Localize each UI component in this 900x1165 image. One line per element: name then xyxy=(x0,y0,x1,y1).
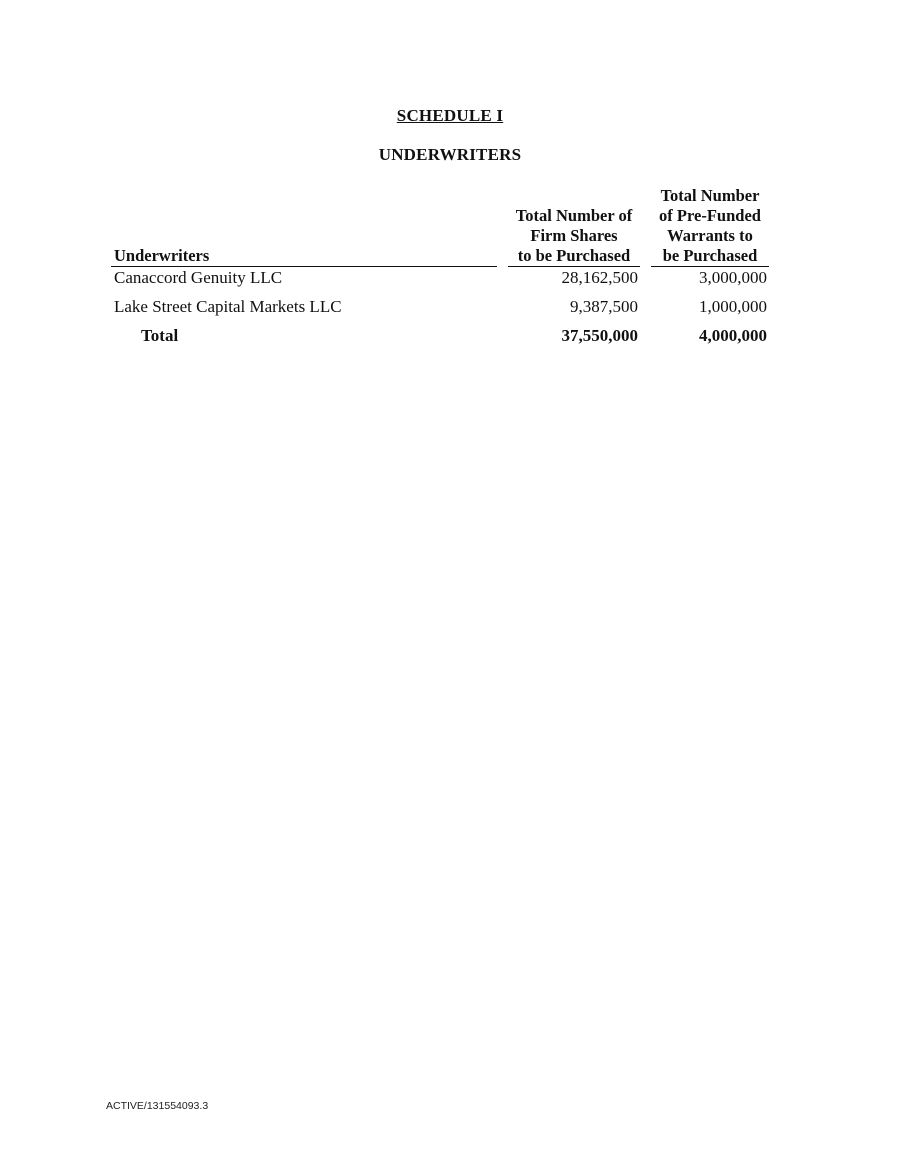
header-pre-funded-warrants xyxy=(651,186,769,266)
header-rule-underwriters xyxy=(111,266,497,267)
total-row xyxy=(0,326,900,350)
warrants-value: 3,000,000 xyxy=(699,268,767,287)
schedule-title: SCHEDULE I xyxy=(396,106,504,125)
header-underwriters: Underwriters xyxy=(114,246,210,265)
table-row xyxy=(0,297,900,321)
header-firm-shares-line-3: to be Purchased xyxy=(517,246,631,265)
firm-shares-value: 9,387,500 xyxy=(570,297,638,316)
header-warrants-line-1: Total Number xyxy=(660,186,760,205)
firm-shares-value: 28,162,500 xyxy=(561,268,638,287)
document-id: ACTIVE/131554093.3 xyxy=(106,1100,209,1112)
schedule-subtitle: UNDERWRITERS xyxy=(378,145,522,164)
header-firm-shares-line-1: Total Number of xyxy=(515,206,633,225)
total-firm-shares: 37,550,000 xyxy=(561,326,638,345)
underwriter-name: Canaccord Genuity LLC xyxy=(114,268,283,287)
table-row xyxy=(0,268,900,292)
warrants-value: 1,000,000 xyxy=(699,297,767,316)
header-rule-firm-shares xyxy=(508,266,640,267)
header-rule-warrants xyxy=(651,266,769,267)
header-firm-shares-line-2: Firm Shares xyxy=(530,226,618,245)
header-firm-shares xyxy=(506,206,642,266)
underwriter-name: Lake Street Capital Markets LLC xyxy=(114,297,342,316)
total-warrants: 4,000,000 xyxy=(699,326,767,345)
header-warrants-line-4: be Purchased xyxy=(662,246,758,265)
header-warrants-line-3: Warrants to xyxy=(667,226,753,245)
total-label: Total xyxy=(141,326,179,345)
header-warrants-line-2: of Pre-Funded xyxy=(659,206,761,225)
